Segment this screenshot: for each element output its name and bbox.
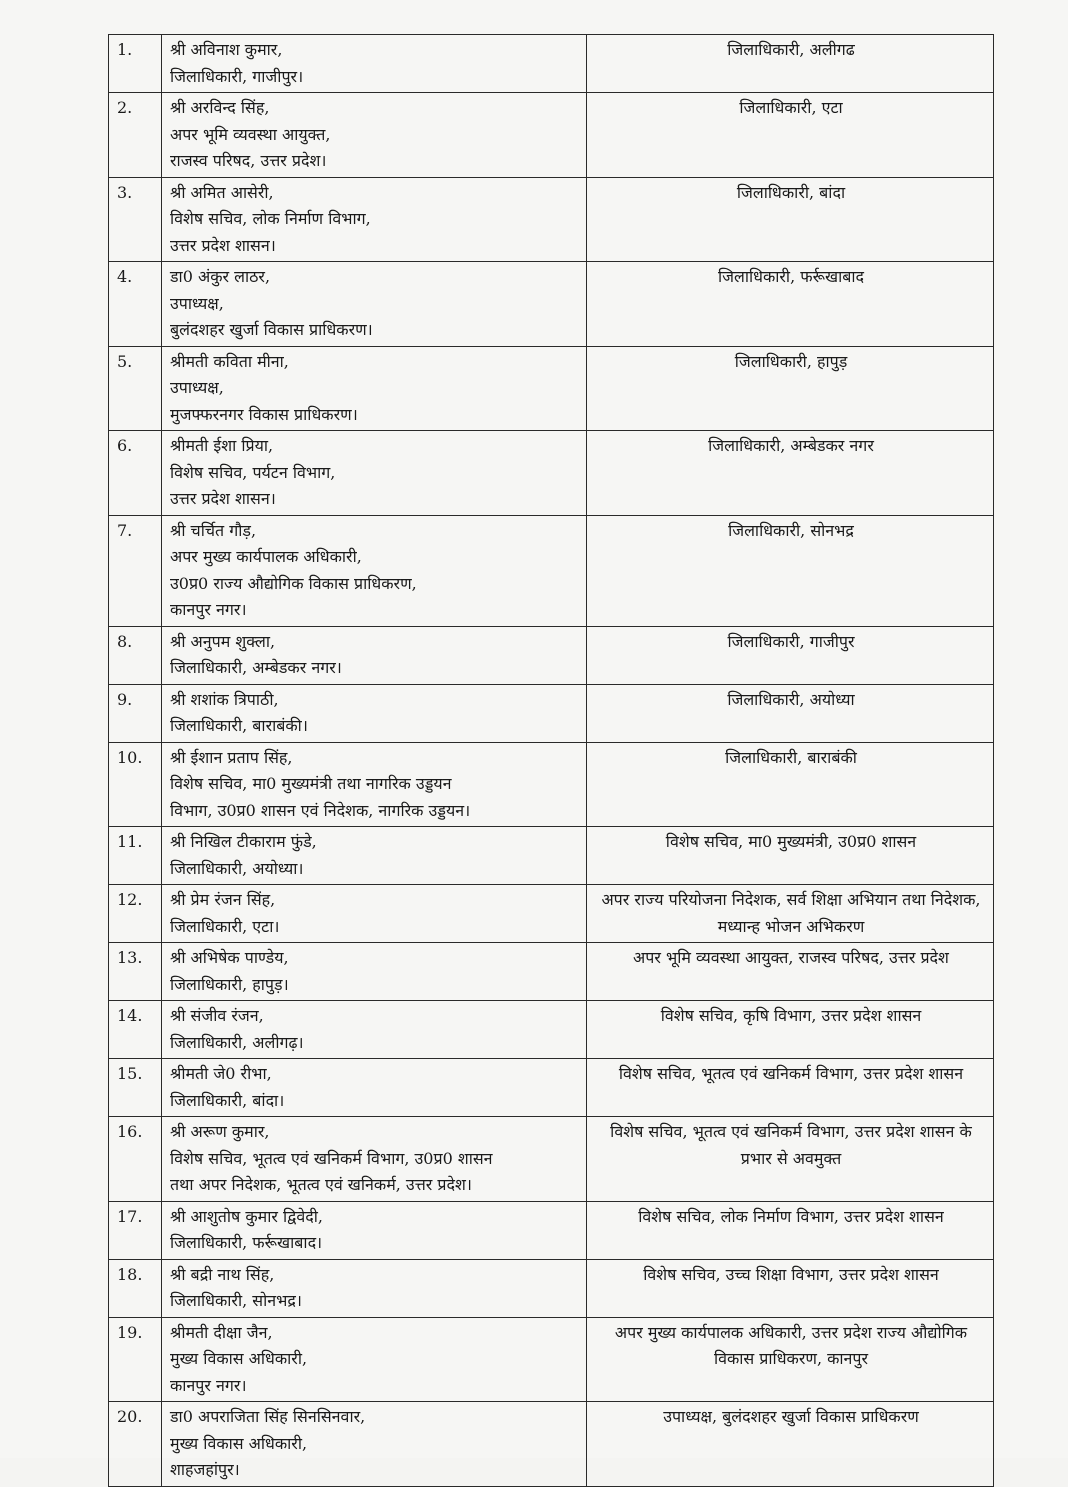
- new-posting: जिलाधिकारी, फर्रूखाबाद: [587, 262, 994, 347]
- officer-detail-line: श्रीमती कविता मीना,: [170, 351, 289, 371]
- officer-detail-line: श्रीमती जे0 रीभा,: [170, 1064, 272, 1083]
- officer-detail-line: मुख्य विकास अधिकारी,: [170, 1433, 308, 1453]
- officer-detail-line: डा0 अपराजिता सिंह सिनसिनवार,: [170, 1407, 366, 1426]
- table-row: [109, 1059, 994, 1117]
- table-row: [109, 742, 994, 827]
- officer-detail-line: विभाग, उ0प्र0 शासन एवं निदेशक, नागरिक उड्डयन।: [170, 800, 471, 820]
- table-row: [109, 93, 994, 178]
- officer-detail-line: श्री अरविन्द सिंह,: [170, 98, 270, 117]
- officer-detail-line: जिलाधिकारी, अयोध्या।: [170, 858, 304, 878]
- table-row: [109, 626, 994, 684]
- new-posting: जिलाधिकारी, गाजीपुर: [587, 626, 994, 684]
- table-row: [109, 1259, 994, 1317]
- officer-detail-line: जिलाधिकारी, अलीगढ़।: [170, 1032, 304, 1052]
- table-row: [109, 1402, 994, 1487]
- serial-number: 16.: [109, 1117, 162, 1202]
- serial-number: 1.: [109, 35, 162, 93]
- new-posting: विशेष सचिव, उच्च शिक्षा विभाग, उत्तर प्रदेश शासन: [587, 1259, 994, 1317]
- officer-detail-line: श्री अमित आसेरी,: [170, 182, 274, 202]
- officer-detail-line: श्री आशुतोष कुमार द्विवेदी,: [170, 1206, 323, 1226]
- table-row: [109, 1001, 994, 1059]
- serial-number: 6.: [109, 431, 162, 516]
- officer-detail-line: श्रीमती दीक्षा जैन,: [170, 1322, 273, 1342]
- new-posting: जिलाधिकारी, हापुड़: [587, 346, 994, 431]
- new-posting: अपर मुख्य कार्यपालक अधिकारी, उत्तर प्रदेश राज्य औद्योगिक विकास प्राधिकरण, कानपुर: [587, 1317, 994, 1402]
- officer-detail-line: जिलाधिकारी, सोनभद्र।: [170, 1291, 302, 1310]
- officer-detail-line: श्री प्रेम रंजन सिंह,: [170, 890, 276, 909]
- officer-current-post: [162, 431, 587, 516]
- table-row: [109, 684, 994, 742]
- officer-detail-line: उपाध्यक्ष,: [170, 378, 224, 397]
- serial-number: 11.: [109, 827, 162, 885]
- officer-current-post: [162, 1402, 587, 1487]
- table-row: [109, 827, 994, 885]
- officer-detail-line: श्री निखिल टीकाराम फुंडे,: [170, 832, 317, 851]
- officer-detail-line: उत्तर प्रदेश शासन।: [170, 235, 276, 255]
- transfer-table-body: [109, 35, 994, 1487]
- officer-detail-line: अपर मुख्य कार्यपालक अधिकारी,: [170, 547, 362, 566]
- new-posting: विशेष सचिव, भूतत्व एवं खनिकर्म विभाग, उत्तर प्रदेश शासन: [587, 1059, 994, 1117]
- officer-current-post: [162, 1059, 587, 1117]
- officer-detail-line: श्री शशांक त्रिपाठी,: [170, 689, 279, 709]
- officer-current-post: [162, 1201, 587, 1259]
- officer-current-post: [162, 1117, 587, 1202]
- officer-detail-line: श्री अभिषेक पाण्डेय,: [170, 948, 289, 967]
- officer-detail-line: श्री अनुपम शुक्ला,: [170, 631, 276, 651]
- officer-detail-line: श्री अरूण कुमार,: [170, 1122, 270, 1141]
- officer-detail-line: विशेष सचिव, पर्यटन विभाग,: [170, 462, 336, 482]
- officer-current-post: [162, 742, 587, 827]
- officer-detail-line: उपाध्यक्ष,: [170, 293, 224, 313]
- new-posting: जिलाधिकारी, सोनभद्र: [587, 515, 994, 626]
- officer-current-post: [162, 943, 587, 1001]
- officer-current-post: [162, 827, 587, 885]
- serial-number: 15.: [109, 1059, 162, 1117]
- officer-detail-line: कानपुर नगर।: [170, 1375, 247, 1395]
- officer-detail-line: श्री अविनाश कुमार,: [170, 40, 283, 59]
- officer-detail-line: बुलंदशहर खुर्जा विकास प्राधिकरण।: [170, 320, 373, 339]
- serial-number: 12.: [109, 885, 162, 943]
- new-posting: विशेष सचिव, कृषि विभाग, उत्तर प्रदेश शासन: [587, 1001, 994, 1059]
- officer-current-post: [162, 885, 587, 943]
- officer-current-post: [162, 346, 587, 431]
- officer-detail-line: डा0 अंकुर लाठर,: [170, 267, 271, 286]
- officer-detail-line: कानपुर नगर।: [170, 600, 247, 619]
- serial-number: 7.: [109, 515, 162, 626]
- serial-number: 14.: [109, 1001, 162, 1059]
- table-row: [109, 262, 994, 347]
- new-posting: जिलाधिकारी, एटा: [587, 93, 994, 178]
- officer-detail-line: राजस्व परिषद, उत्तर प्रदेश।: [170, 151, 327, 170]
- table-row: [109, 515, 994, 626]
- officer-current-post: [162, 35, 587, 93]
- officer-detail-line: श्री संजीव रंजन,: [170, 1006, 264, 1025]
- transfer-table: [108, 34, 994, 1487]
- serial-number: 10.: [109, 742, 162, 827]
- table-row: [109, 943, 994, 1001]
- new-posting: अपर भूमि व्यवस्था आयुक्त, राजस्व परिषद, उत्तर प्रदेश: [587, 943, 994, 1001]
- serial-number: 2.: [109, 93, 162, 178]
- officer-detail-line: विशेष सचिव, लोक निर्माण विभाग,: [170, 209, 371, 228]
- officer-detail-line: श्री बद्री नाथ सिंह,: [170, 1264, 275, 1284]
- officer-detail-line: श्री चर्चित गौड़,: [170, 520, 257, 540]
- officer-detail-line: जिलाधिकारी, अम्बेडकर नगर।: [170, 658, 342, 677]
- officer-detail-line: जिलाधिकारी, बांदा।: [170, 1090, 285, 1110]
- officer-current-post: [162, 177, 587, 262]
- new-posting: जिलाधिकारी, बाराबंकी: [587, 742, 994, 827]
- new-posting: जिलाधिकारी, अयोध्या: [587, 684, 994, 742]
- officer-detail-line: श्री ईशान प्रताप सिंह,: [170, 747, 293, 767]
- serial-number: 4.: [109, 262, 162, 347]
- officer-current-post: [162, 93, 587, 178]
- new-posting: जिलाधिकारी, अलीगढ: [587, 35, 994, 93]
- serial-number: 17.: [109, 1201, 162, 1259]
- officer-detail-line: श्रीमती ईशा प्रिया,: [170, 436, 274, 455]
- table-row: [109, 1317, 994, 1402]
- table-row: [109, 346, 994, 431]
- officer-current-post: [162, 262, 587, 347]
- table-row: [109, 35, 994, 93]
- table-row: [109, 177, 994, 262]
- officer-detail-line: शाहजहांपुर।: [170, 1460, 240, 1479]
- serial-number: 9.: [109, 684, 162, 742]
- new-posting: जिलाधिकारी, बांदा: [587, 177, 994, 262]
- officer-detail-line: जिलाधिकारी, फर्रूखाबाद।: [170, 1233, 323, 1252]
- table-row: [109, 885, 994, 943]
- officer-detail-line: जिलाधिकारी, हापुड़।: [170, 974, 289, 994]
- officer-detail-line: तथा अपर निदेशक, भूतत्व एवं खनिकर्म, उत्तर प्रदेश।: [170, 1175, 472, 1194]
- officer-current-post: [162, 1317, 587, 1402]
- serial-number: 8.: [109, 626, 162, 684]
- table-row: [109, 1201, 994, 1259]
- officer-detail-line: अपर भूमि व्यवस्था आयुक्त,: [170, 124, 331, 144]
- serial-number: 20.: [109, 1402, 162, 1487]
- officer-detail-line: उत्तर प्रदेश शासन।: [170, 489, 276, 508]
- table-row: [109, 1117, 994, 1202]
- officer-detail-line: मुख्य विकास अधिकारी,: [170, 1349, 308, 1368]
- officer-current-post: [162, 1001, 587, 1059]
- officer-detail-line: उ0प्र0 राज्य औद्योगिक विकास प्राधिकरण,: [170, 573, 417, 593]
- officer-detail-line: विशेष सचिव, मा0 मुख्यमंत्री तथा नागरिक उड्डयन: [170, 774, 452, 793]
- new-posting: उपाध्यक्ष, बुलंदशहर खुर्जा विकास प्राधिकरण: [587, 1402, 994, 1487]
- officer-current-post: [162, 515, 587, 626]
- serial-number: 3.: [109, 177, 162, 262]
- officer-detail-line: विशेष सचिव, भूतत्व एवं खनिकर्म विभाग, उ0प्र0 शासन: [170, 1148, 493, 1168]
- officer-detail-line: जिलाधिकारी, बाराबंकी।: [170, 716, 308, 735]
- officer-current-post: [162, 684, 587, 742]
- new-posting: जिलाधिकारी, अम्बेडकर नगर: [587, 431, 994, 516]
- serial-number: 19.: [109, 1317, 162, 1402]
- serial-number: 5.: [109, 346, 162, 431]
- table-row: [109, 431, 994, 516]
- officer-detail-line: मुजफ्फरनगर विकास प्राधिकरण।: [170, 404, 358, 424]
- officer-current-post: [162, 1259, 587, 1317]
- new-posting: विशेष सचिव, लोक निर्माण विभाग, उत्तर प्रदेश शासन: [587, 1201, 994, 1259]
- officer-detail-line: जिलाधिकारी, गाजीपुर।: [170, 66, 304, 86]
- new-posting: विशेष सचिव, मा0 मुख्यमंत्री, उ0प्र0 शासन: [587, 827, 994, 885]
- officer-detail-line: जिलाधिकारी, एटा।: [170, 916, 280, 936]
- officer-current-post: [162, 626, 587, 684]
- serial-number: 18.: [109, 1259, 162, 1317]
- new-posting: अपर राज्य परियोजना निदेशक, सर्व शिक्षा अभियान तथा निदेशक, मध्यान्ह भोजन अभिकरण: [587, 885, 994, 943]
- new-posting: विशेष सचिव, भूतत्व एवं खनिकर्म विभाग, उत्तर प्रदेश शासन के प्रभार से अवमुक्त: [587, 1117, 994, 1202]
- serial-number: 13.: [109, 943, 162, 1001]
